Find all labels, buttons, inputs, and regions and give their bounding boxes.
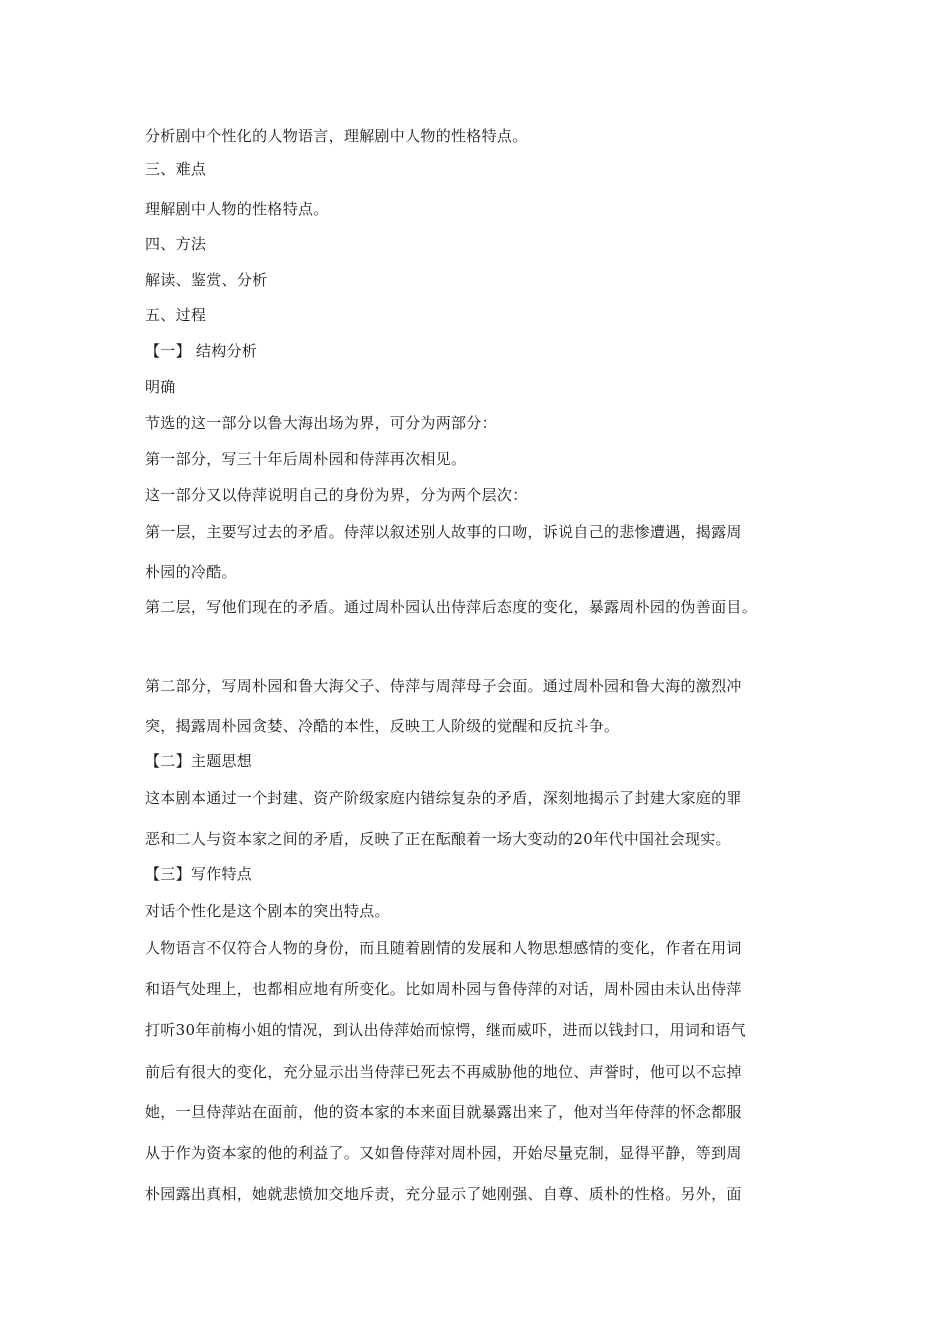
text-line: 明确: [145, 378, 176, 396]
text-line: 理解剧中人物的性格特点。: [145, 200, 329, 218]
text-line: 这一部分又以侍萍说明自己的身份为界，分为两个层次：: [145, 486, 528, 504]
text-line: 人物语言不仅符合人物的身份，而且随着剧情的发展和人物思想感情的变化，作者在用词: [145, 939, 742, 957]
text-line: 前后有很大的变化，充分显示出当侍萍已死去不再威胁他的地位、声誉时，他可以不忘掉: [145, 1063, 742, 1081]
subsection-heading-writing: 【三】写作特点: [145, 865, 253, 883]
text-line: 第二部分，写周朴园和鲁大海父子、侍萍与周萍母子会面。通过周朴园和鲁大海的激烈冲: [145, 677, 742, 695]
text-line: 这本剧本通过一个封建、资产阶级家庭内错综复杂的矛盾，深刻地揭示了封建大家庭的罪: [145, 789, 742, 807]
text-line: 她，一旦侍萍站在面前，他的资本家的本来面目就暴露出来了，他对当年侍萍的怀念都服: [145, 1103, 742, 1121]
text-line: 从于作为资本家的他的利益了。又如鲁侍萍对周朴园，开始尽量克制，显得平静，等到周: [145, 1144, 742, 1162]
section-heading-difficulty: 三、难点: [145, 160, 207, 178]
text-line: 第一部分，写三十年后周朴园和侍萍再次相见。: [145, 450, 467, 468]
text-line: 第二层，写他们现在的矛盾。通过周朴园认出侍萍后态度的变化，暴露周朴园的伪善面目。: [145, 598, 758, 616]
subsection-heading-theme: 【二】主题思想: [145, 752, 253, 770]
text-line: 朴园的冷酷。: [145, 563, 237, 581]
text-line: 分析剧中个性化的人物语言，理解剧中人物的性格特点。: [145, 127, 528, 145]
text-line: 恶和二人与资本家之间的矛盾，反映了正在酝酿着一场大变动的20年代中国社会现实。: [145, 830, 731, 848]
text-line: 突，揭露周朴园贪婪、冷酷的本性，反映工人阶级的觉醒和反抗斗争。: [145, 717, 620, 735]
subsection-heading-structure: 【一】 结构分析: [145, 342, 258, 360]
text-line: 和语气处理上，也都相应地有所变化。比如周朴园与鲁侍萍的对话，周朴园由未认出侍萍: [145, 980, 742, 998]
text-line: 第一层，主要写过去的矛盾。侍萍以叙述别人故事的口吻，诉说自己的悲惨遭遇，揭露周: [145, 523, 742, 541]
section-heading-process: 五、过程: [145, 306, 207, 324]
text-line: 打听30年前梅小姐的情况，到认出侍萍始而惊愕，继而威吓，进而以钱封口，用词和语气: [145, 1021, 747, 1039]
section-heading-method: 四、方法: [145, 235, 207, 253]
text-line: 节选的这一部分以鲁大海出场为界，可分为两部分：: [145, 414, 497, 432]
text-line: 朴园露出真相，她就悲愤加交地斥责，充分显示了她刚强、自尊、质朴的性格。另外，面: [145, 1185, 742, 1203]
text-line: 对话个性化是这个剧本的突出特点。: [145, 902, 390, 920]
text-line: 解读、鉴赏、分析: [145, 271, 268, 289]
